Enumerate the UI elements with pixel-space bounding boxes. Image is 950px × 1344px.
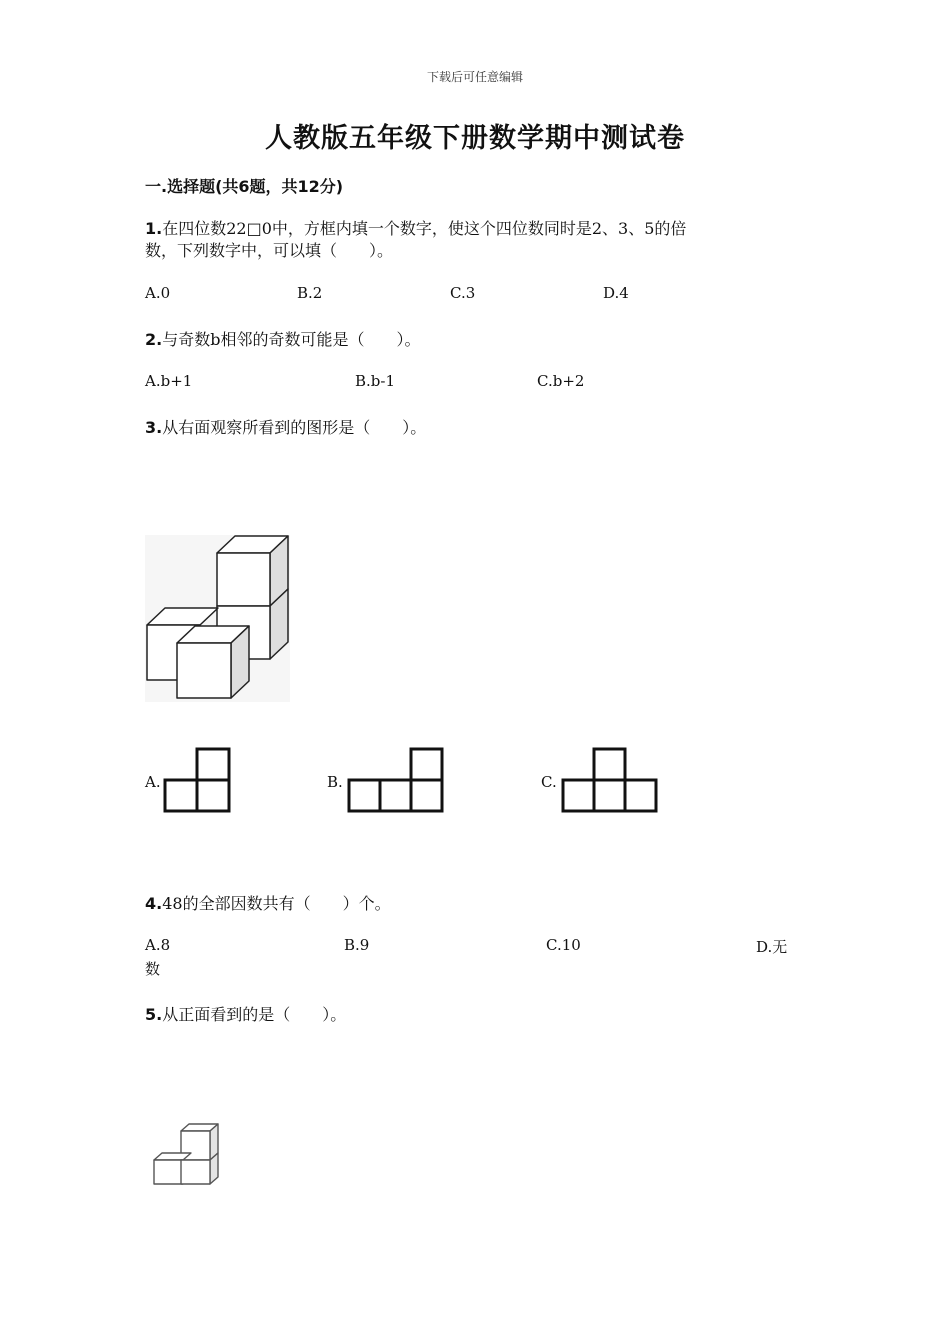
q3-option-a-label: A. [145,773,161,791]
question-5 [145,1002,346,1025]
section-heading: 一.选择题(共6题，共12分) [145,177,344,196]
q1-option-b: B.2 [297,284,323,302]
question-number: 1. [145,219,163,238]
question-3 [145,415,426,438]
question-number: 5. [145,1005,163,1024]
q1-option-a: A.0 [145,284,171,302]
q3-option-b-figure [347,747,447,813]
question-4 [145,891,391,914]
q1-option-d: D.4 [603,284,629,302]
question-text: 48的全部因数共有（ ）个。 [162,894,391,913]
question-1-line-2: 数，下列数字中，可以填（ ）。 [145,241,394,260]
question-number: 4. [145,894,163,913]
q3-cube-figure [145,535,290,702]
q2-option-a: A.b+1 [145,372,193,390]
q2-option-b: B.b-1 [355,372,396,390]
question-text: 与奇数b相邻的奇数可能是（ ）。 [162,330,421,349]
q3-option-a-figure [163,747,233,813]
q4-option-c: C.10 [546,936,581,954]
q5-cube-figure [150,1121,225,1187]
q4-option-d: D.无 [756,938,788,956]
question-1-line-1 [145,216,686,239]
q4-option-a: A.8 [145,936,171,954]
question-text: 从右面观察所看到的图形是（ ）。 [162,418,427,437]
q4-option-d-wrap: 数 [145,960,161,978]
header-note: 下载后可任意编辑 [426,70,523,84]
question-number: 2. [145,330,163,349]
q4-option-b: B.9 [344,936,370,954]
q3-option-b-label: B. [327,773,343,791]
question-2 [145,327,420,350]
q2-option-c: C.b+2 [537,372,585,390]
question-text: 从正面看到的是（ ）。 [162,1005,347,1024]
q3-option-c-figure [561,747,659,813]
page-title: 人教版五年级下册数学期中测试卷 [265,123,685,154]
q1-option-c: C.3 [450,284,476,302]
q3-option-c-label: C. [541,773,557,791]
question-text: 在四位数22□0中，方框内填一个数字，使这个四位数同时是2、3、5的倍 [162,219,687,238]
question-number: 3. [145,418,163,437]
